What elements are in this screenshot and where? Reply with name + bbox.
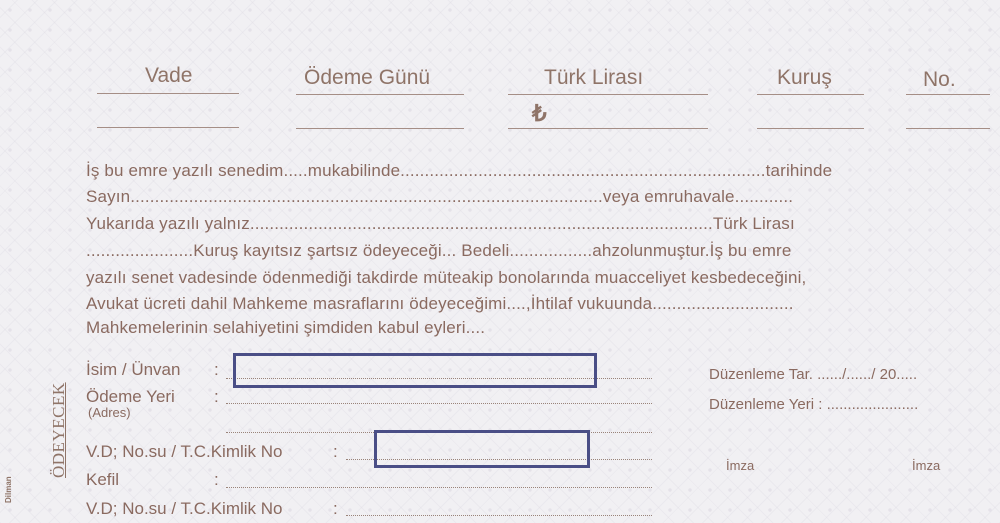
- vd-label-2: V.D; No.su / T.C.Kimlik No: [86, 499, 283, 518]
- imza-right: İmza: [912, 458, 941, 473]
- body-line-5: yazılı senet vadesinde ödenmediği takdirde müteakip bonolarında muacceliyet kesbedeceğini,: [86, 268, 807, 287]
- body-line-3: Yukarıda yazılı yalnız...............................................................................................Türk Lirası: [86, 214, 795, 233]
- isim-highlight-box[interactable]: [233, 353, 597, 388]
- header-line-odeme-gunu: [296, 94, 464, 95]
- header-turk-lirasi: Türk Lirası: [544, 66, 644, 89]
- header-line-no: [906, 94, 990, 95]
- body-line-7: Mahkemelerinin selahiyetini şimdiden kabul eyleri....: [86, 318, 486, 337]
- odeme-yeri-field[interactable]: [226, 403, 652, 404]
- odeme-yeri-colon: :: [214, 387, 219, 406]
- header-odeme-gunu: Ödeme Günü: [304, 66, 431, 89]
- duzenleme-yeri: Düzenleme Yeri : ......................: [709, 396, 919, 413]
- vd-highlight-box[interactable]: [374, 430, 590, 468]
- vd-colon-2: :: [333, 499, 338, 518]
- kefil-label: Kefil: [86, 470, 120, 489]
- duzenleme-tarih: Düzenleme Tar. ....../....../ 20.....: [709, 366, 918, 383]
- value-line-no[interactable]: [906, 128, 990, 129]
- header-kurus: Kuruş: [777, 66, 832, 89]
- kefil-colon: :: [214, 470, 219, 489]
- isim-colon: :: [214, 360, 219, 379]
- isim-label: İsim / Ünvan: [86, 360, 181, 379]
- body-line-1: İş bu emre yazılı senedim.....mukabilinde...........................................................................tarihinde: [86, 161, 833, 180]
- printer-mark: Dilman: [4, 476, 13, 503]
- adres-label: (Adres): [88, 405, 131, 420]
- header-line-turk-lirasi: [508, 94, 708, 95]
- vd-field-2[interactable]: [346, 515, 652, 516]
- odeme-yeri-label: Ödeme Yeri: [86, 387, 175, 406]
- odeyecek-label: ÖDEYECEK: [49, 382, 68, 478]
- kefil-field[interactable]: [226, 487, 652, 488]
- vd-colon-1: :: [333, 442, 338, 461]
- body-line-4: ......................Kuruş kayıtsız şartsız ödeyeceği... Bedeli.................ahzolunmuştur.İş bu emre: [86, 241, 792, 260]
- header-line-vade: [97, 93, 239, 94]
- value-line-turk-lirasi[interactable]: [508, 128, 708, 129]
- value-line-odeme-gunu[interactable]: [296, 128, 464, 129]
- lira-icon: ₺: [532, 100, 547, 126]
- body-line-2: Sayın.................................................................................................veya emruhavale............: [86, 187, 794, 206]
- body-line-6: Avukat ücreti dahil Mahkeme masraflarını ödeyeceğimi....,İhtilaf vukuunda.............................: [86, 294, 794, 313]
- header-line-kurus: [757, 94, 864, 95]
- header-vade: Vade: [145, 64, 193, 87]
- header-no: No.: [923, 68, 956, 91]
- value-line-kurus[interactable]: [757, 128, 864, 129]
- value-line-vade[interactable]: [97, 127, 239, 128]
- vd-label-1: V.D; No.su / T.C.Kimlik No: [86, 442, 283, 461]
- imza-left: İmza: [726, 458, 755, 473]
